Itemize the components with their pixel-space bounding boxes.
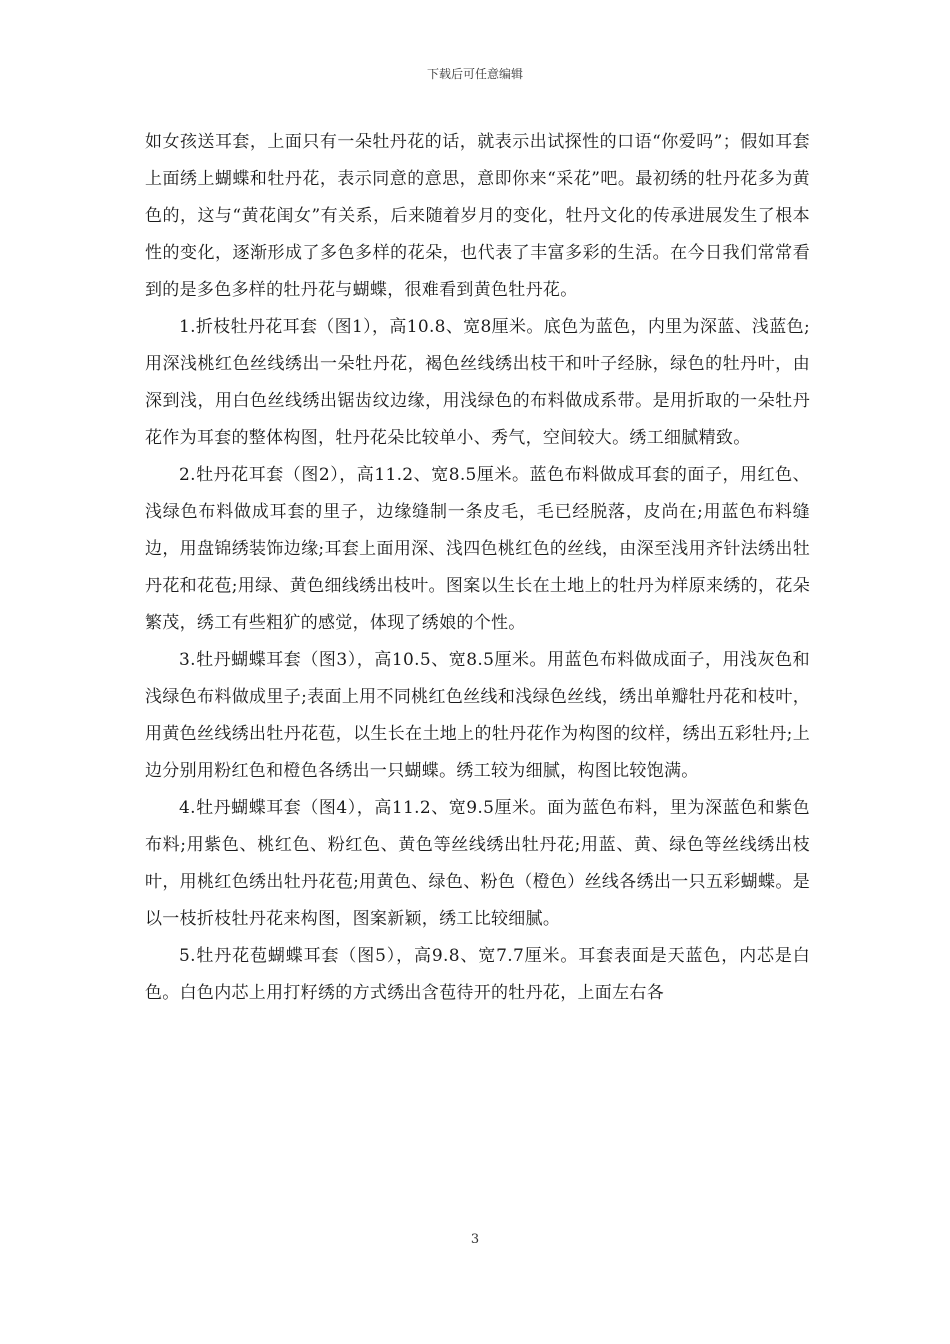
paragraph-item-5: 5.牡丹花苞蝴蝶耳套（图5），高9.8、宽7.7厘米。耳套表面是天蓝色，内芯是白色。白色内芯上用打籽绣的方式绣出含苞待开的牡丹花，上面左右各 [145, 946, 810, 1003]
paragraph-item-3: 3.牡丹蝴蝶耳套（图3），高10.5、宽8.5厘米。用蓝色布料做成面子，用浅灰色和浅绿色布料做成里子;表面上用不同桃红色丝线和浅绿色丝线，绣出单瓣牡丹花和枝叶，用黄色丝线绣出牡丹花苞，以生长在土地上的牡丹花作为构图的纹样，绣出五彩牡丹;上边分别用粉红色和橙色各绣出一只蝴蝶。绣工较为细腻，构图比较饱满。 [145, 650, 810, 781]
paragraph-intro-continued: 如女孩送耳套，上面只有一朵牡丹花的话，就表示出试探性的口语“你爱吗”；假如耳套上面绣上蝴蝶和牡丹花，表示同意的意思，意即你来“采花”吧。最初绣的牡丹花多为黄色的，这与“黄花闺女”有关系，后来随着岁月的变化，牡丹文化的传承进展发生了根本性的变化，逐渐形成了多色多样的花朵，也代表了丰富多彩的生活。在今日我们常常看到的是多色多样的牡丹花与蝴蝶，很难看到黄色牡丹花。 [145, 132, 810, 300]
paragraph-item-4: 4.牡丹蝴蝶耳套（图4），高11.2、宽9.5厘米。面为蓝色布料，里为深蓝色和紫色布料;用紫色、桃红色、粉红色、黄色等丝线绣出牡丹花;用蓝、黄、绿色等丝线绣出枝叶，用桃红色绣出牡丹花苞;用黄色、绿色、粉色（橙色）丝线各绣出一只五彩蝴蝶。是以一枝折枝牡丹花来构图，图案新颖，绣工比较细腻。 [145, 798, 810, 929]
document-body [145, 124, 810, 1012]
page-header: 下载后可任意编辑 [426, 67, 523, 81]
page-number: 3 [470, 1232, 480, 1247]
paragraph-item-1: 1.折枝牡丹花耳套（图1），高10.8、宽8厘米。底色为蓝色，内里为深蓝、浅蓝色;用深浅桃红色丝线绣出一朵牡丹花，褐色丝线绣出枝干和叶子经脉，绿色的牡丹叶，由深到浅，用白色丝线绣出锯齿纹边缘，用浅绿色的布料做成系带。是用折取的一朵牡丹花作为耳套的整体构图，牡丹花朵比较单小、秀气，空间较大。绣工细腻精致。 [145, 317, 810, 448]
paragraph-item-2: 2.牡丹花耳套（图2），高11.2、宽8.5厘米。蓝色布料做成耳套的面子，用红色、浅绿色布料做成耳套的里子，边缘缝制一条皮毛，毛已经脱落，皮尚在;用蓝色布料缝边，用盘锦绣装饰边缘;耳套上面用深、浅四色桃红色的丝线，由深至浅用齐针法绣出牡丹花和花苞;用绿、黄色细线绣出枝叶。图案以生长在土地上的牡丹为样原来绣的，花朵繁茂，绣工有些粗犷的感觉，体现了绣娘的个性。 [145, 465, 810, 633]
